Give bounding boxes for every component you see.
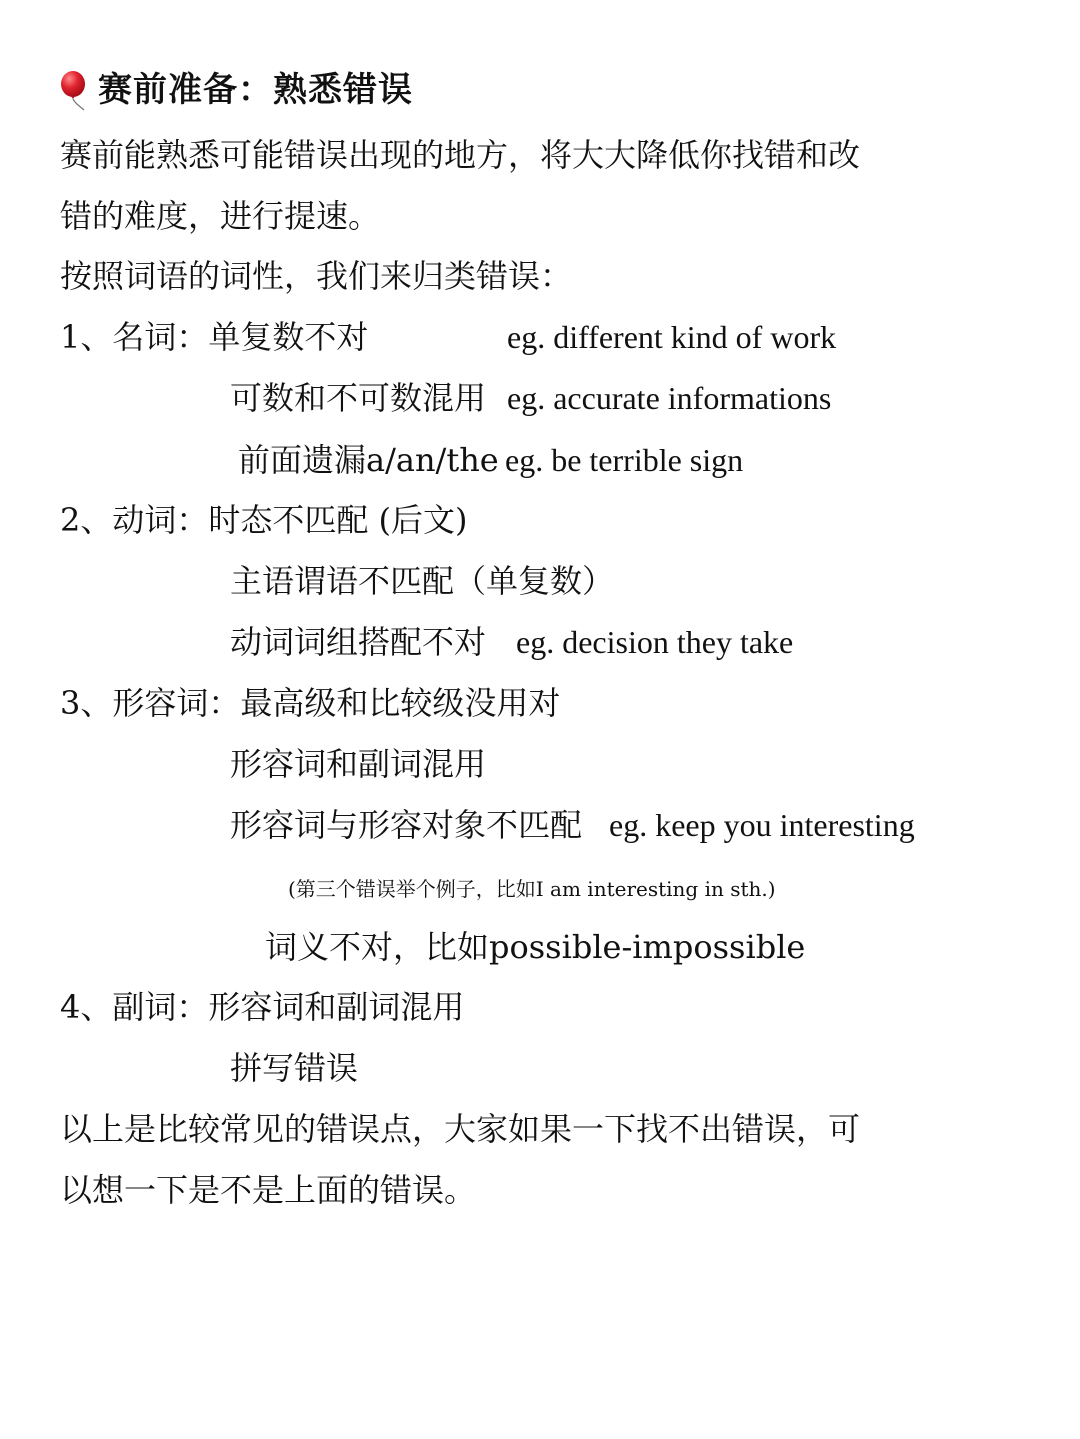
intro-line-1: 赛前能熟悉可能错误出现的地方，将大大降低你找错和改 bbox=[60, 136, 861, 174]
noun-subitem-2: 前面遗漏a/an/the bbox=[238, 441, 499, 479]
noun-label: 1、名词：单复数不对 bbox=[60, 318, 369, 356]
adverb-subitem-1: 拼写错误 bbox=[230, 1049, 359, 1087]
closing-line-1: 以上是比较常见的错误点，大家如果一下找不出错误，可 bbox=[60, 1110, 861, 1148]
adjective-subitem-1: 形容词和副词混用 bbox=[230, 745, 487, 783]
balloon-icon bbox=[58, 70, 92, 112]
verb-label: 2、动词：时态不匹配 (后文) bbox=[60, 501, 468, 539]
noun-example-3: eg. be terrible sign bbox=[505, 442, 744, 478]
intro-line-3: 按照词语的词性，我们来归类错误： bbox=[60, 257, 573, 295]
page-title: 赛前准备：熟悉错误 bbox=[98, 70, 413, 110]
verb-example-2: eg. decision they take bbox=[516, 624, 794, 660]
noun-example-1: eg. different kind of work bbox=[507, 319, 837, 355]
adjective-note: (第三个错误举个例子，比如I am interesting in sth.) bbox=[288, 877, 776, 901]
noun-example-2: eg. accurate informations bbox=[507, 380, 832, 416]
closing-line-2: 以想一下是不是上面的错误。 bbox=[60, 1171, 477, 1209]
adjective-label: 3、形容词：最高级和比较级没用对 bbox=[60, 684, 561, 722]
noun-subitem-1: 可数和不可数混用 bbox=[230, 379, 487, 417]
adverb-label: 4、副词：形容词和副词混用 bbox=[60, 988, 465, 1026]
adjective-example-2: eg. keep you interesting bbox=[609, 807, 915, 843]
intro-line-2: 错的难度，进行提速。 bbox=[60, 197, 381, 235]
verb-subitem-1: 主语谓语不匹配（单复数） bbox=[230, 562, 615, 600]
verb-subitem-2: 动词词组搭配不对 bbox=[230, 623, 487, 661]
adjective-subitem-2: 形容词与形容对象不匹配 bbox=[230, 806, 583, 844]
adjective-subitem-3: 词义不对，比如possible-impossible bbox=[265, 928, 806, 966]
